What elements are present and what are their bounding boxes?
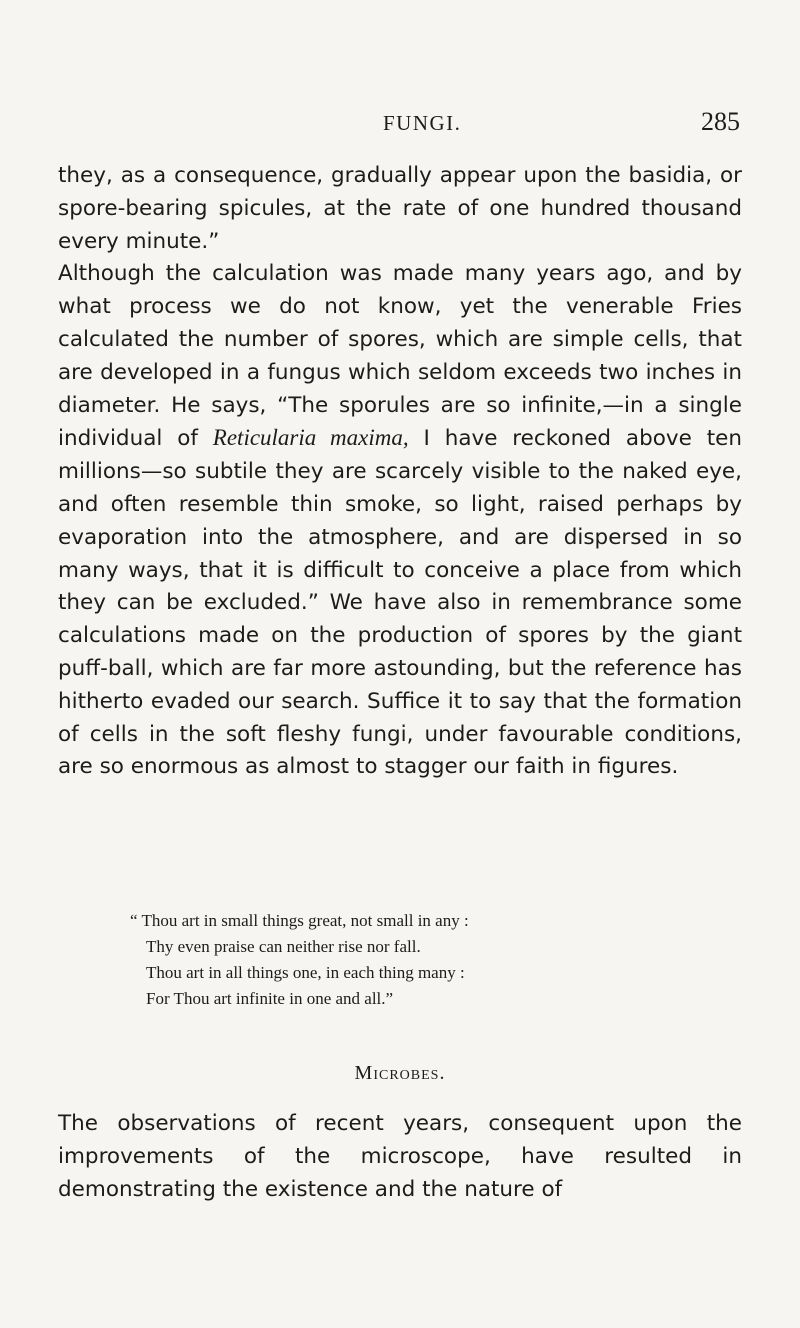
paragraph-fries	[58, 258, 742, 784]
section-heading: Microbes.	[354, 1062, 446, 1084]
verse-quotation	[130, 908, 750, 1012]
paragraph-fries-start: Although the calculation was made many years ago, and by what process we do not know, yet the venerable Fries calculated the number of spores, which are simple cells, that are developed in a fungus which seldom exceeds two inches in diameter. He says, “The sporules are so infinite,—in a single individual of	[58, 261, 742, 452]
verse-line-2: Thy even praise can neither rise nor fall.	[146, 937, 421, 956]
verse-line-4: For Thou art infinite in one and all.”	[146, 989, 394, 1008]
running-head: FUNGI.	[383, 111, 462, 135]
paragraph-fries-end: I have reckoned above ten millions—so subtile they are scarcely visible to the naked eye, and often resemble thin smoke, so light, raised perhaps by evaporation into the atmosphere, and are dispersed in so many ways, that it is difficult to conceive a place from which they can be excluded.” We have also in remembrance some calculations made on the production of spores by the giant puff-ball, which are far more astounding, but the reference has hitherto evaded our search. Suffice it to say that the formation of cells in the soft fleshy fungi, under favourable conditions, are so enormous as almost to stagger our faith in figures.	[58, 426, 743, 780]
main-text	[58, 160, 742, 784]
paragraph-continued: they, as a consequence, gradually appear upon the basidia, or spore-bearing spicules, at the rate of one hundred thousand every minute.”	[58, 163, 742, 254]
page-header	[0, 103, 800, 143]
verse-line-3: Thou art in all things one, in each thing many :	[146, 963, 465, 982]
page-number: 285	[701, 107, 740, 136]
verse-line-1: “ Thou art in small things great, not small in any :	[130, 911, 469, 930]
section-paragraph: The observations of recent years, consequent upon the improvements of the microscope, have resulted in demonstrating the existence and the nature of	[58, 1111, 742, 1202]
species-name-italic: Reticularia maxima,	[212, 425, 409, 451]
